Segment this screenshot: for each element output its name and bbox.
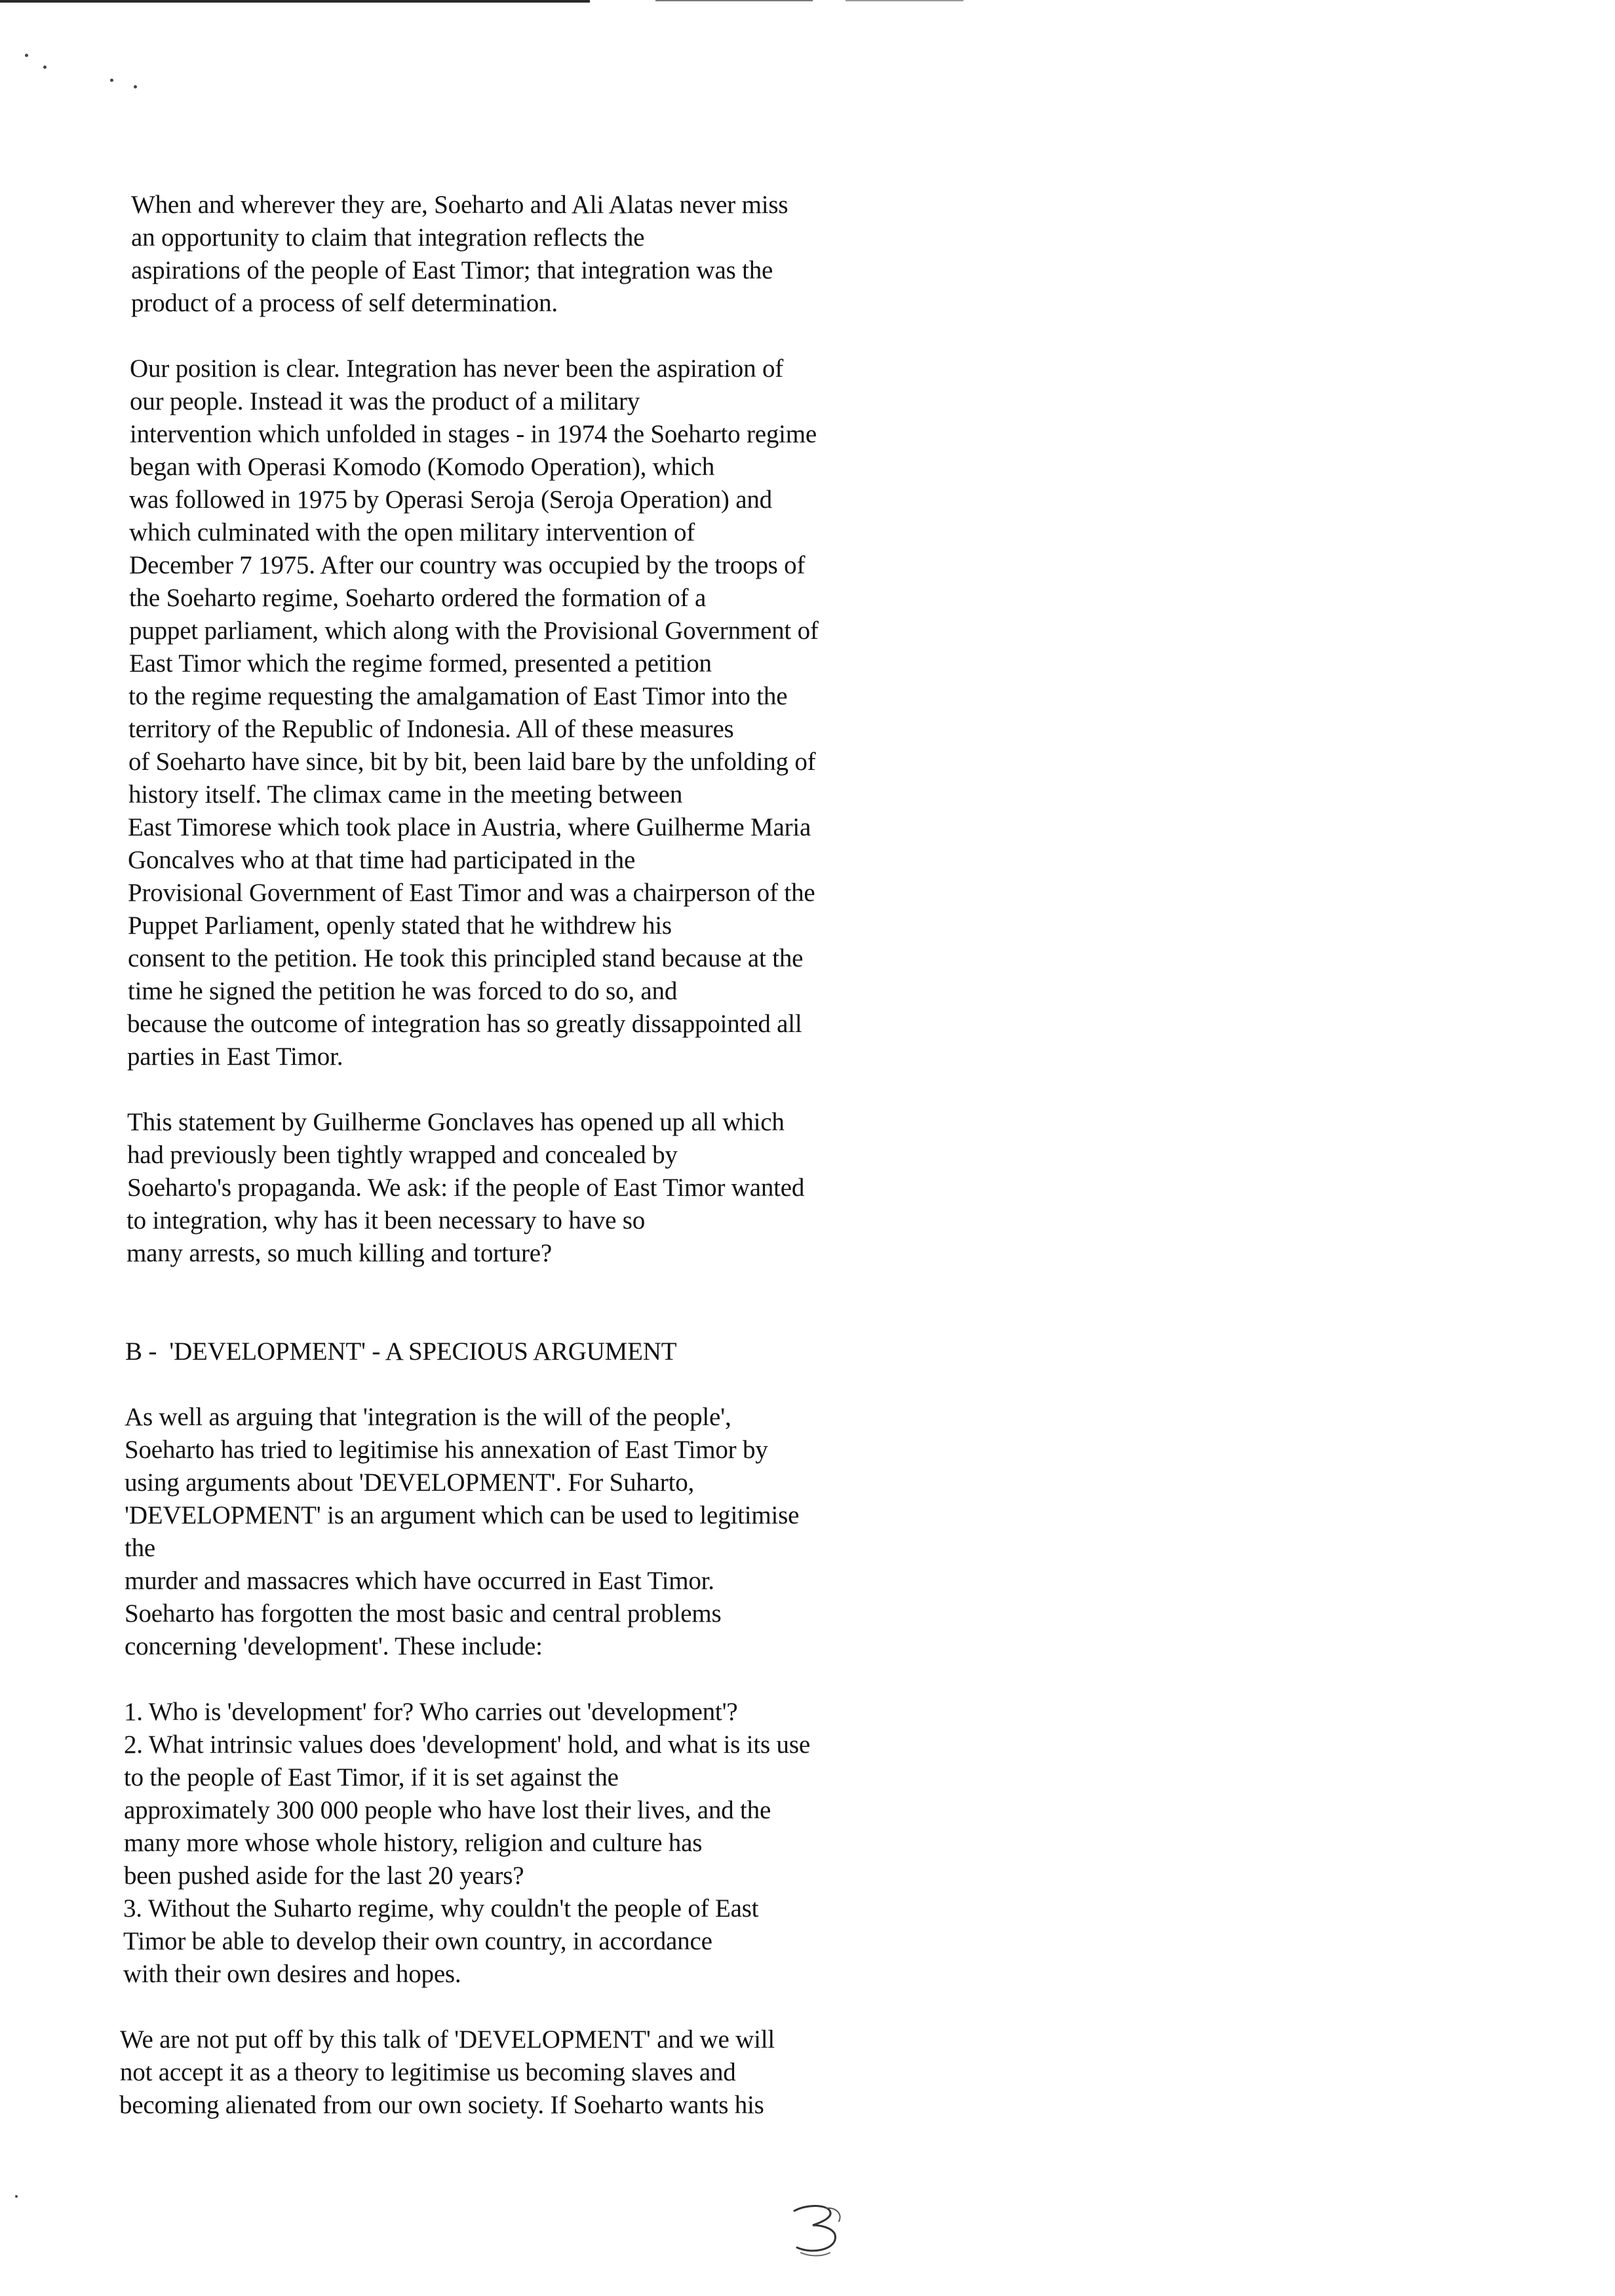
- top-border-rule: [0, 0, 590, 3]
- text-line: had previously been tightly wrapped and concealed by: [127, 1141, 678, 1169]
- text-line: because the outcome of integration has so greatly dissappointed all: [127, 1010, 802, 1038]
- text-line: to integration, why has it been necessary to have so: [126, 1206, 646, 1234]
- text-line: Goncalves who at that time had participated in the: [128, 846, 636, 874]
- text-line: the: [125, 1534, 156, 1562]
- text-line: Soeharto has tried to legitimise his annexation of East Timor by: [125, 1436, 768, 1464]
- text-line: an opportunity to claim that integration reflects the: [131, 223, 645, 252]
- section-heading: B - 'DEVELOPMENT' - A SPECIOUS ARGUMENT: [125, 1337, 677, 1366]
- scan-speck: [43, 66, 47, 69]
- text-line: concerning 'development'. These include:: [125, 1632, 543, 1660]
- text-line: not accept it as a theory to legitimise us becoming slaves and: [120, 2058, 736, 2086]
- text-line: Provisional Government of East Timor and was a chairperson of the: [128, 879, 815, 907]
- text-line: Our position is clear. Integration has never been the aspiration of: [130, 354, 784, 383]
- text-line: puppet parliament, which along with the Provisional Government of: [129, 617, 819, 645]
- text-line: This statement by Guilherme Gonclaves has opened up all which: [127, 1108, 785, 1136]
- text-line: been pushed aside for the last 20 years?: [124, 1862, 524, 1890]
- text-line: Soeharto's propaganda. We ask: if the people of East Timor wanted: [127, 1174, 805, 1202]
- text-line: consent to the petition. He took this principled stand because at the: [128, 944, 804, 972]
- text-line: East Timorese which took place in Austria, where Guilherme Maria: [128, 813, 811, 841]
- scan-speck: [134, 85, 137, 88]
- top-border-rule: [655, 0, 813, 1]
- text-line: was followed in 1975 by Operasi Seroja (Seroja Operation) and: [129, 486, 772, 514]
- top-border-rule: [846, 0, 963, 1]
- text-line: Timor be able to develop their own country, in accordance: [123, 1927, 712, 1955]
- text-line: history itself. The climax came in the meeting between: [128, 780, 683, 809]
- text-line: which culminated with the open military intervention of: [129, 518, 695, 546]
- handwritten-page-number: [787, 2202, 859, 2261]
- text-line: territory of the Republic of Indonesia. All of these measures: [128, 715, 734, 743]
- text-line: product of a process of self determination.: [131, 289, 558, 317]
- text-line: becoming alienated from our own society. If Soeharto wants his: [119, 2091, 764, 2119]
- text-line: parties in East Timor.: [127, 1043, 343, 1071]
- text-line: murder and massacres which have occurred in East Timor.: [125, 1567, 714, 1595]
- page-number-mark: [787, 2202, 859, 2261]
- text-line: using arguments about 'DEVELOPMENT'. For Suharto,: [125, 1468, 695, 1497]
- text-line: approximately 300 000 people who have lost their lives, and the: [124, 1796, 771, 1824]
- text-line: began with Operasi Komodo (Komodo Operation), which: [130, 453, 715, 481]
- text-line: many arrests, so much killing and torture?: [126, 1239, 553, 1267]
- text-line: intervention which unfolded in stages - in 1974 the Soeharto regime: [130, 420, 817, 448]
- text-line: to the regime requesting the amalgamation of East Timor into the: [128, 682, 788, 710]
- text-line: of Soeharto have since, bit by bit, been laid bare by the unfolding of: [128, 748, 816, 776]
- text-line: many more whose whole history, religion and culture has: [124, 1829, 703, 1857]
- scan-speck: [110, 79, 113, 82]
- text-line: our people. Instead it was the product of a military: [130, 387, 640, 415]
- text-line: the Soeharto regime, Soeharto ordered the formation of a: [129, 584, 707, 612]
- text-line: 'DEVELOPMENT' is an argument which can be used to legitimise: [125, 1501, 800, 1529]
- list-item: 1. Who is 'development' for? Who carries out 'development'?: [124, 1698, 738, 1726]
- list-item: 3. Without the Suharto regime, why couldn't the people of East: [123, 1894, 759, 1923]
- list-item: 2. What intrinsic values does 'development' hold, and what is its use: [124, 1731, 810, 1759]
- text-line: December 7 1975. After our country was occupied by the troops of: [129, 551, 806, 579]
- text-line: time he signed the petition he was forced to do so, and: [128, 977, 678, 1005]
- text-line: with their own desires and hopes.: [123, 1960, 461, 1988]
- text-line: East Timor which the regime formed, presented a petition: [129, 649, 712, 678]
- text-line: Puppet Parliament, openly stated that he withdrew his: [128, 911, 672, 940]
- scan-speck: [15, 2195, 18, 2198]
- text-line: aspirations of the people of East Timor; that integration was the: [131, 256, 773, 284]
- text-line: Soeharto has forgotten the most basic and central problems: [125, 1599, 722, 1628]
- scan-speck: [25, 54, 28, 57]
- text-line: We are not put off by this talk of 'DEVELOPMENT' and we will: [120, 2025, 775, 2054]
- text-line: As well as arguing that 'integration is the will of the people',: [125, 1403, 731, 1431]
- text-line: When and wherever they are, Soeharto and Ali Alatas never miss: [131, 191, 788, 219]
- text-line: to the people of East Timor, if it is set against the: [124, 1763, 619, 1791]
